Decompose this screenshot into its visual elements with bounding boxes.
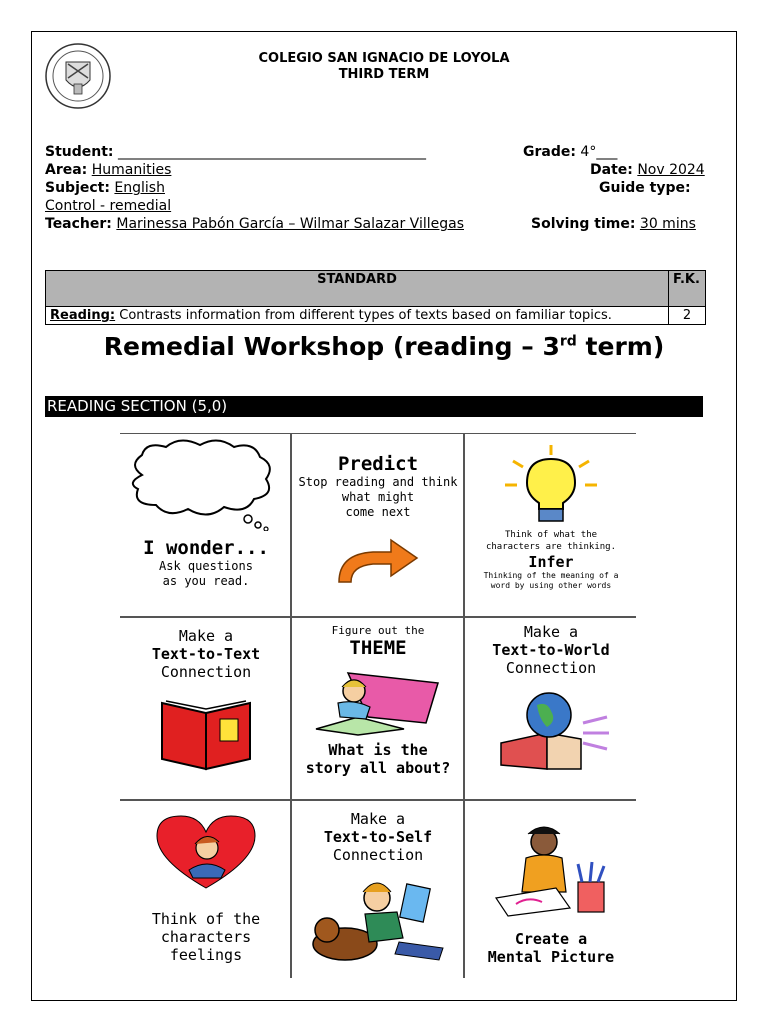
subject-value: English — [114, 180, 165, 196]
ttt-line-3: Connection — [160, 663, 252, 681]
infer-line-4: word by using other words — [490, 581, 612, 590]
wonder-line-1: Ask questions — [159, 559, 253, 573]
table-header-row — [46, 271, 706, 307]
tts-line-2: Text-to-Self — [323, 828, 433, 846]
theme-line-1: Figure out the — [331, 624, 425, 637]
fk-value: 2 — [669, 307, 706, 325]
infer-line-2: characters are thinking. — [485, 542, 617, 552]
reading-section-header: READING SECTION (5,0) — [45, 396, 703, 417]
predict-line-3: come next — [345, 505, 411, 519]
ttt-line-2: Text-to-Text — [151, 645, 261, 663]
wonder-line-2: as you read. — [162, 574, 250, 588]
cell-text-to-self — [292, 802, 464, 983]
tts-line-1: Make a — [350, 810, 406, 828]
area-line — [45, 161, 171, 179]
school-name: COLEGIO SAN IGNACIO DE LOYOLA — [258, 51, 510, 66]
solving-time-line — [531, 215, 696, 233]
boy-with-dog-icon — [303, 868, 453, 968]
student-label: Student: — [45, 144, 114, 160]
grade-line — [523, 143, 617, 161]
wonder-title: I wonder... — [143, 537, 269, 559]
title-end: term) — [576, 332, 665, 361]
date-line — [590, 161, 705, 179]
teacher-value: Marinessa Pabón García – Wilmar Salazar Villegas — [116, 216, 464, 232]
feel-line-1: Think of the — [151, 910, 261, 928]
infer-line-3: Thinking of the meaning of a — [483, 571, 619, 580]
student-field[interactable]: ____________________________________________ — [117, 144, 426, 160]
mental-line-2: Mental Picture — [487, 948, 615, 966]
solving-time-label: Solving time: — [531, 216, 636, 232]
ttw-line-2: Text-to-World — [492, 641, 610, 659]
ttw-line-3: Connection — [505, 659, 597, 677]
cell-infer — [465, 435, 637, 616]
teacher-line — [45, 215, 464, 233]
heart-icon — [151, 812, 261, 892]
child-reading-tent-icon — [308, 659, 448, 737]
grade-label: Grade: — [523, 144, 576, 160]
standard-column-header: STANDARD — [46, 271, 669, 307]
standard-skill: Reading: — [50, 308, 116, 323]
guide-type-value-line — [45, 197, 171, 215]
page-title — [0, 332, 768, 361]
grade-field[interactable]: 4°___ — [580, 144, 618, 160]
lightbulb-icon — [491, 443, 611, 525]
subject-label: Subject: — [45, 180, 110, 196]
title-sup: rd — [559, 333, 577, 350]
thought-cloud-icon — [120, 435, 292, 531]
arrow-right-icon — [333, 526, 423, 586]
standard-cell — [46, 307, 669, 325]
ttt-line-1: Make a — [178, 627, 234, 645]
date-label: Date: — [590, 162, 633, 178]
grid-top-line — [120, 433, 636, 434]
guide-type-label: Guide type: — [599, 180, 691, 196]
cell-text-to-world — [465, 619, 637, 800]
predict-line-1: Stop reading and think — [298, 475, 458, 489]
guide-type-line — [599, 179, 691, 197]
book-icon — [156, 693, 256, 773]
subject-line — [45, 179, 165, 197]
standard-table — [45, 270, 706, 325]
teacher-label: Teacher: — [45, 216, 112, 232]
mental-line-1: Create a — [514, 930, 588, 948]
feel-line-2: characters — [160, 928, 252, 946]
globe-book-icon — [491, 683, 611, 773]
theme-line-3: story all about? — [305, 759, 451, 777]
cell-theme — [292, 619, 464, 800]
solving-time-value: 30 mins — [639, 216, 696, 232]
cell-mental-picture — [465, 802, 637, 983]
girl-drawing-icon — [486, 812, 616, 922]
predict-line-2: what might — [341, 490, 415, 504]
area-label: Area: — [45, 162, 88, 178]
predict-title: Predict — [337, 453, 419, 475]
theme-line-2: What is the — [328, 741, 428, 759]
title-main: Remedial Workshop (reading – 3 — [103, 332, 560, 361]
cell-i-wonder — [120, 435, 292, 616]
table-row — [46, 307, 706, 325]
cell-predict — [292, 435, 464, 616]
cell-text-to-text — [120, 619, 292, 800]
fk-column-header: F.K. — [669, 271, 706, 307]
guide-type-value: Control - remedial — [45, 198, 172, 214]
cell-feelings — [120, 802, 292, 983]
standard-text: Contrasts information from different types of texts based on familiar topics. — [115, 308, 612, 323]
theme-title: THEME — [349, 637, 407, 659]
date-value: Nov 2024 — [637, 162, 705, 178]
infer-line-1: Think of what the — [504, 530, 598, 540]
reading-strategies-grid — [120, 433, 636, 978]
tts-line-3: Connection — [332, 846, 424, 864]
feel-line-3: feelings — [169, 946, 243, 964]
term-name: THIRD TERM — [338, 67, 430, 82]
area-value: Humanities — [91, 162, 172, 178]
student-line — [45, 143, 426, 161]
grid-row-line-1 — [120, 616, 636, 618]
ttw-line-1: Make a — [523, 623, 579, 641]
infer-title: Infer — [528, 553, 574, 571]
